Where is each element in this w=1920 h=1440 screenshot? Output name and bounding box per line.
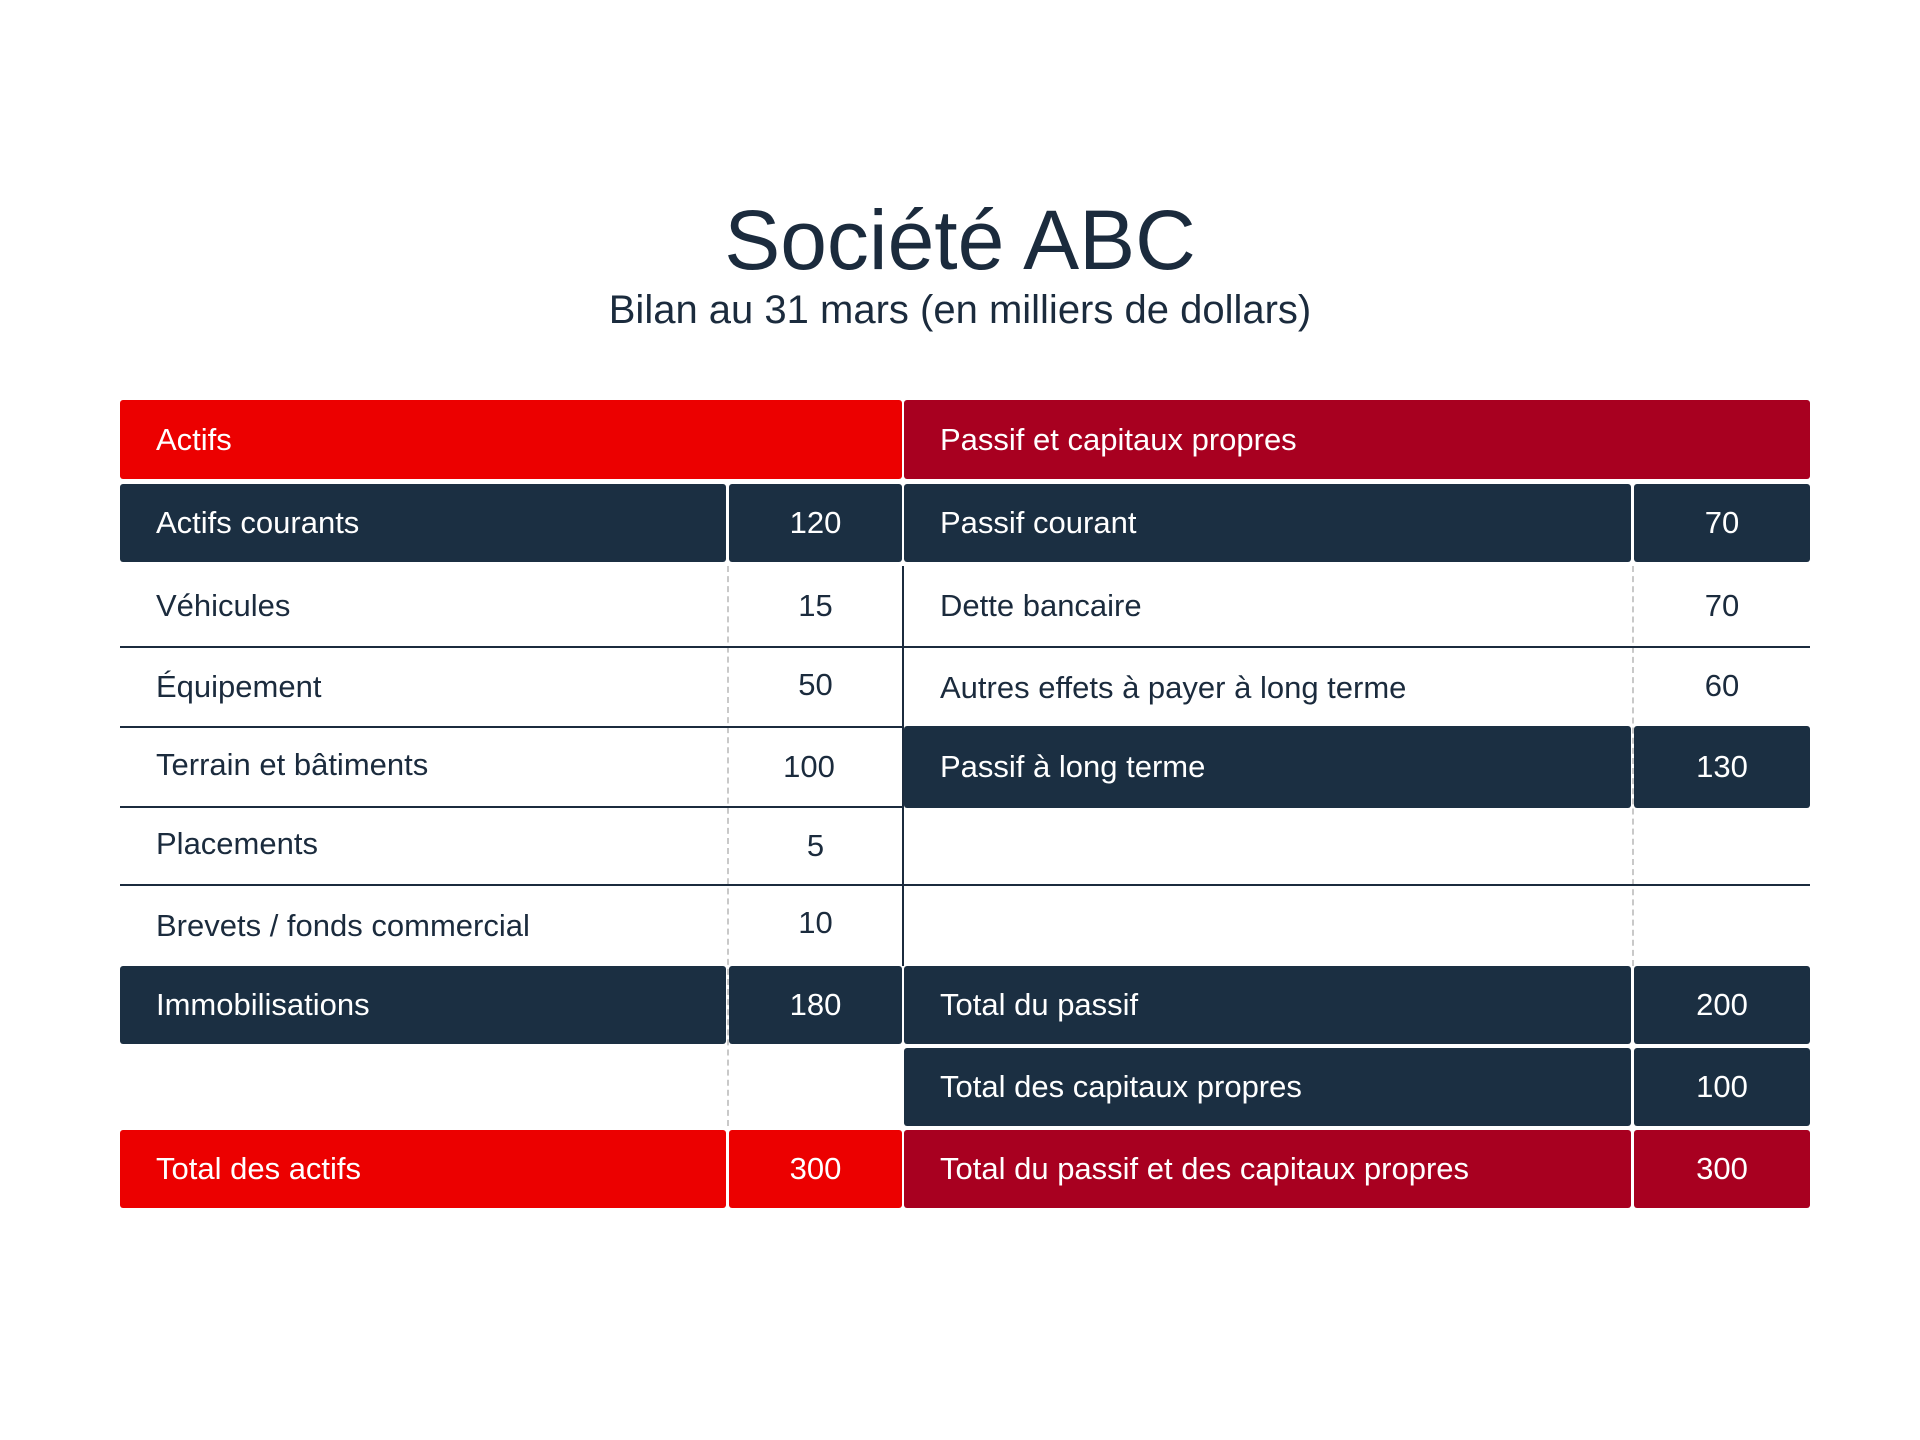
grand-total-label: Total du passif et des capitaux propres (904, 1130, 1631, 1208)
liabilities-header-label: Passif et capitaux propres (940, 421, 1297, 457)
total-liabilities-label: Total du passif (904, 966, 1631, 1044)
total-assets-label: Total des actifs (120, 1130, 726, 1208)
asset-item-label: Brevets / fonds commercial (156, 908, 530, 943)
liability-item-label: Autres effets à payer à long terme (940, 670, 1407, 705)
fixed-assets-value: 180 (729, 966, 902, 1044)
page-subtitle: Bilan au 31 mars (en milliers de dollars) (608, 288, 1312, 332)
fixed-assets-label: Immobilisations (120, 966, 726, 1044)
liabilities-header (904, 400, 1810, 479)
asset-item-value: 5 (806, 828, 825, 863)
asset-item-label: Équipement (156, 669, 322, 704)
asset-item-value: 10 (798, 905, 833, 940)
assets-header (120, 400, 902, 479)
liability-item-value: 70 (1704, 588, 1740, 623)
grand-total-value: 300 (1634, 1130, 1810, 1208)
asset-item-label: Véhicules (156, 588, 291, 623)
total-liabilities-value: 200 (1634, 966, 1810, 1044)
total-assets-value: 300 (729, 1130, 902, 1208)
total-equity-value: 100 (1634, 1048, 1810, 1126)
assets-header-label: Actifs (156, 421, 232, 457)
asset-item-value: 100 (783, 749, 835, 784)
liability-item-value: 60 (1704, 668, 1740, 703)
row-divider (904, 884, 1810, 886)
total-equity-label: Total des capitaux propres (904, 1048, 1631, 1126)
asset-item-label: Terrain et bâtiments (156, 747, 429, 782)
current-assets-value: 120 (729, 484, 902, 562)
asset-item-value: 15 (798, 588, 833, 623)
current-liabilities-value: 70 (1634, 484, 1810, 562)
long-term-liabilities-value: 130 (1634, 726, 1810, 808)
liability-item-label: Dette bancaire (940, 588, 1142, 623)
asset-item-value: 50 (798, 667, 833, 702)
long-term-liabilities-label: Passif à long terme (904, 726, 1631, 808)
current-assets-label: Actifs courants (120, 484, 726, 562)
page-title: Société ABC (724, 193, 1196, 287)
current-liabilities-label: Passif courant (904, 484, 1631, 562)
asset-item-label: Placements (156, 826, 318, 861)
